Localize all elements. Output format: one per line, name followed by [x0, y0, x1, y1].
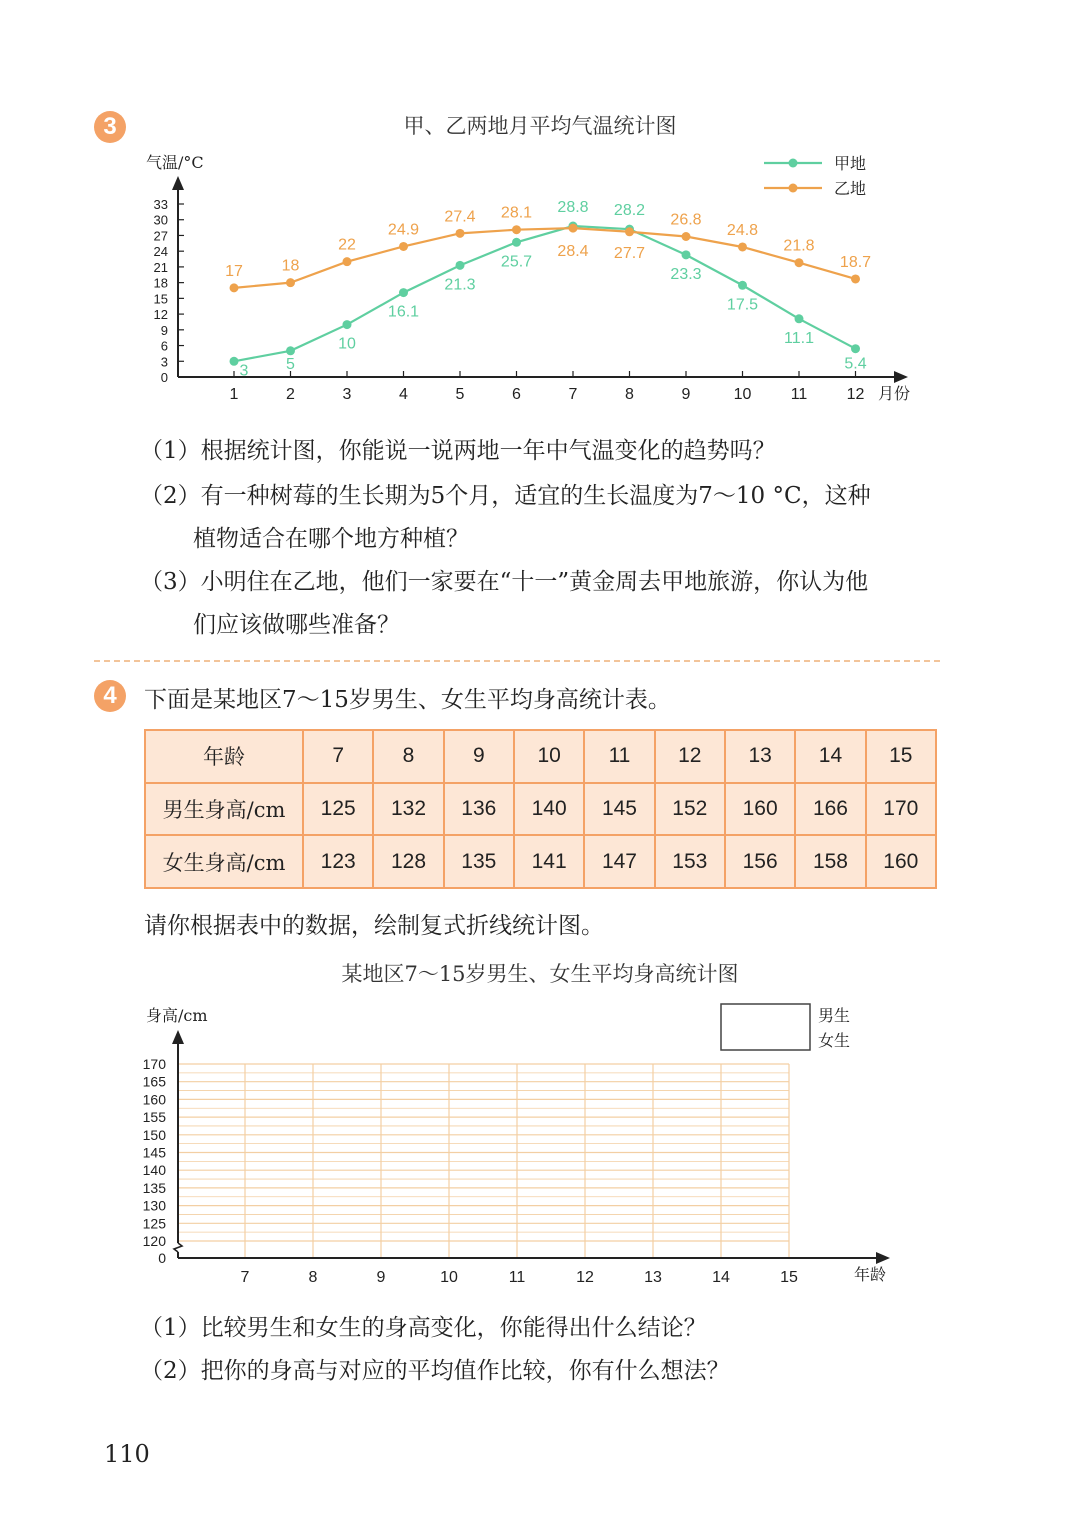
table-cell: 13	[725, 730, 795, 783]
data-point	[343, 257, 352, 266]
table-cell: 153	[655, 835, 725, 888]
table-cell: 128	[373, 835, 443, 888]
table-cell: 11	[584, 730, 654, 783]
table-cell: 136	[444, 783, 514, 836]
x-axis-label: 月份	[878, 384, 911, 403]
data-label: 24.8	[726, 221, 759, 239]
q3-3	[140, 563, 868, 596]
data-label: 26.8	[670, 211, 702, 229]
q3-2-text-line1: 有一种树莓的生长期为5个月，适宜的生长温度为7～10 °C，这种	[200, 483, 871, 509]
data-point	[795, 258, 804, 267]
data-point	[512, 238, 521, 247]
temperature-chart-title: 甲、乙两地月平均气温统计图	[403, 114, 677, 138]
y-tick-label: 6	[160, 338, 168, 354]
y-tick-label: 165	[142, 1073, 166, 1090]
y-tick-label: 0	[160, 370, 168, 385]
y-tick-label: 0	[158, 1250, 166, 1266]
data-point	[456, 229, 465, 238]
q3-3-line2: 们应该做哪些准备？	[193, 612, 400, 638]
q4-2-label: （2）	[140, 1358, 201, 1384]
table-cell: 158	[795, 835, 865, 888]
table-cell: 9	[444, 730, 514, 783]
x-axis-arrow	[894, 371, 908, 383]
x-tick-label: 8	[308, 1269, 318, 1286]
y-tick-label: 3	[160, 354, 168, 370]
table-cell: 156	[725, 835, 795, 888]
q3-1-text: 根据统计图，你能说一说两地一年中气温变化的趋势吗？	[200, 438, 776, 464]
page-number: 110	[104, 1440, 150, 1468]
problem-3-badge: 3	[94, 111, 126, 143]
y-tick-label: 140	[142, 1162, 166, 1179]
data-label: 17	[225, 262, 243, 280]
y-axis-arrow	[172, 176, 184, 190]
data-point	[399, 288, 408, 297]
x-tick-label: 11	[790, 386, 808, 403]
series-line-yi	[234, 228, 856, 288]
table-cell: 123	[303, 835, 373, 888]
table-cell: 15	[866, 730, 936, 783]
table-cell: 141	[514, 835, 584, 888]
table-cell: 147	[584, 835, 654, 888]
height-blank-grid	[0, 990, 1080, 1290]
y-tick-label: 12	[153, 307, 168, 323]
data-point	[738, 281, 747, 290]
data-point	[512, 225, 521, 234]
y-tick-label: 135	[142, 1179, 166, 1196]
table-row	[145, 783, 936, 836]
table-row-label-boys: 男生身高/cm	[145, 783, 303, 836]
x-tick-label: 4	[399, 386, 408, 403]
x-axis-arrow	[876, 1252, 890, 1264]
x-tick-label: 10	[440, 1269, 458, 1286]
table-row	[145, 730, 936, 783]
x-tick-label: 1	[229, 386, 239, 403]
x-tick-label: 7	[240, 1269, 250, 1286]
data-point	[230, 283, 239, 292]
x-tick-label: 8	[625, 386, 634, 403]
y-axis-arrow	[172, 1030, 184, 1044]
data-label: 28.8	[557, 199, 589, 217]
y-tick-label: 125	[142, 1215, 166, 1232]
problem-4-intro: 下面是某地区7～15岁男生、女生平均身高统计表。	[144, 687, 671, 713]
axis-break-mark	[174, 1243, 182, 1252]
height-chart-title: 某地区7～15岁男生、女生平均身高统计图	[341, 962, 739, 986]
x-axis-label: 年龄	[854, 1265, 887, 1284]
data-label: 21.3	[444, 276, 476, 294]
y-tick-label: 170	[142, 1056, 166, 1072]
data-label: 28.1	[500, 204, 533, 222]
x-tick-label: 12	[846, 386, 865, 403]
series-line-jia	[234, 226, 856, 361]
data-label: 23.3	[670, 265, 702, 283]
data-point	[230, 357, 239, 366]
legend-label: 女生	[818, 1031, 851, 1050]
data-label: 17.5	[726, 296, 759, 314]
y-axis-label: 身高/cm	[146, 1006, 208, 1025]
data-point	[795, 314, 804, 323]
table-cell: 170	[866, 783, 936, 836]
x-tick-label: 13	[644, 1269, 662, 1286]
data-label: 22	[338, 236, 356, 254]
y-tick-label: 15	[153, 291, 168, 307]
table-cell: 135	[444, 835, 514, 888]
x-tick-label: 3	[342, 386, 352, 403]
height-table	[144, 729, 937, 889]
data-label: 16.1	[387, 303, 420, 321]
q3-2	[140, 477, 871, 510]
x-tick-label: 15	[780, 1269, 798, 1286]
section-divider	[94, 660, 940, 662]
y-tick-label: 33	[153, 197, 168, 212]
table-cell: 10	[514, 730, 584, 783]
legend-label: 男生	[818, 1006, 851, 1025]
legend-label: 乙地	[834, 179, 867, 198]
x-tick-label: 2	[286, 386, 295, 403]
data-point	[456, 261, 465, 270]
table-cell: 166	[795, 783, 865, 836]
x-tick-label: 14	[712, 1269, 730, 1286]
y-tick-label: 18	[153, 275, 168, 291]
x-tick-label: 6	[512, 386, 521, 403]
table-cell: 152	[655, 783, 725, 836]
q4-2	[140, 1352, 730, 1385]
legend-marker	[789, 159, 798, 168]
data-label: 24.9	[387, 221, 420, 239]
data-label: 21.8	[783, 237, 815, 255]
data-point	[851, 274, 860, 283]
data-label: 18.7	[839, 253, 872, 271]
data-point	[738, 242, 747, 251]
problem-4-instruction: 请你根据表中的数据，绘制复式折线统计图。	[144, 913, 604, 939]
table-cell: 160	[866, 835, 936, 888]
table-cell: 160	[725, 783, 795, 836]
y-tick-label: 130	[142, 1197, 166, 1214]
y-tick-label: 9	[160, 322, 168, 338]
y-tick-label: 150	[142, 1126, 166, 1143]
y-tick-label: 21	[153, 259, 168, 275]
q3-2-label: （2）	[140, 483, 201, 509]
data-label: 18	[281, 257, 300, 275]
table-cell: 8	[373, 730, 443, 783]
data-point	[399, 242, 408, 251]
x-tick-label: 9	[376, 1269, 386, 1286]
data-point	[682, 250, 691, 259]
y-tick-label: 27	[153, 228, 168, 244]
table-header-age: 年龄	[145, 730, 303, 783]
q4-2-text: 把你的身高与对应的平均值作比较，你有什么想法？	[200, 1358, 730, 1384]
y-tick-label: 30	[153, 212, 168, 228]
y-tick-label: 24	[153, 244, 168, 260]
data-point	[851, 344, 860, 353]
problem-4-badge: 4	[94, 680, 126, 712]
data-label: 27.4	[444, 208, 476, 226]
table-cell: 125	[303, 783, 373, 836]
y-tick-label: 145	[142, 1144, 166, 1161]
data-label: 11.1	[784, 329, 814, 347]
data-point	[625, 227, 634, 236]
y-tick-label: 120	[142, 1233, 166, 1249]
data-point	[682, 232, 691, 241]
q3-2-line2: 植物适合在哪个地方种植？	[193, 526, 469, 552]
data-label: 28.2	[613, 202, 646, 220]
x-tick-label: 5	[455, 386, 465, 403]
table-cell: 14	[795, 730, 865, 783]
y-tick-label: 160	[142, 1091, 166, 1108]
q4-1-text: 比较男生和女生的身高变化，你能得出什么结论？	[200, 1315, 707, 1341]
table-row-label-girls: 女生身高/cm	[145, 835, 303, 888]
legend-box	[721, 1004, 810, 1050]
legend-marker	[789, 184, 798, 193]
data-point	[286, 278, 295, 287]
x-tick-label: 9	[681, 386, 691, 403]
q3-3-label: （3）	[140, 569, 201, 595]
temperature-line-chart	[0, 140, 1080, 410]
data-label: 27.7	[613, 244, 646, 262]
table-cell: 132	[373, 783, 443, 836]
data-point	[569, 224, 578, 233]
data-point	[286, 346, 295, 355]
data-label: 5	[286, 355, 295, 373]
data-label: 5.4	[844, 355, 867, 373]
q4-1-label: （1）	[140, 1315, 201, 1341]
x-tick-label: 11	[508, 1269, 526, 1286]
table-row	[145, 835, 936, 888]
y-tick-label: 155	[142, 1109, 166, 1126]
table-cell: 7	[303, 730, 373, 783]
data-label: 25.7	[500, 253, 533, 271]
data-label: 10	[338, 335, 356, 353]
q3-3-text-line1: 小明住在乙地，他们一家要在“十一”黄金周去甲地旅游，你认为他	[200, 569, 869, 595]
q3-1	[140, 432, 776, 465]
table-cell: 12	[655, 730, 725, 783]
data-point	[343, 320, 352, 329]
table-cell: 145	[584, 783, 654, 836]
q3-1-label: （1）	[140, 438, 201, 464]
data-label: 3	[239, 362, 249, 380]
data-label: 28.4	[557, 243, 589, 261]
x-tick-label: 10	[733, 386, 752, 403]
x-tick-label: 12	[576, 1269, 594, 1286]
legend-label: 甲地	[834, 154, 867, 173]
q4-1	[140, 1309, 707, 1342]
y-axis-label: 气温/°C	[146, 153, 204, 172]
x-tick-label: 7	[568, 386, 578, 403]
table-cell: 140	[514, 783, 584, 836]
